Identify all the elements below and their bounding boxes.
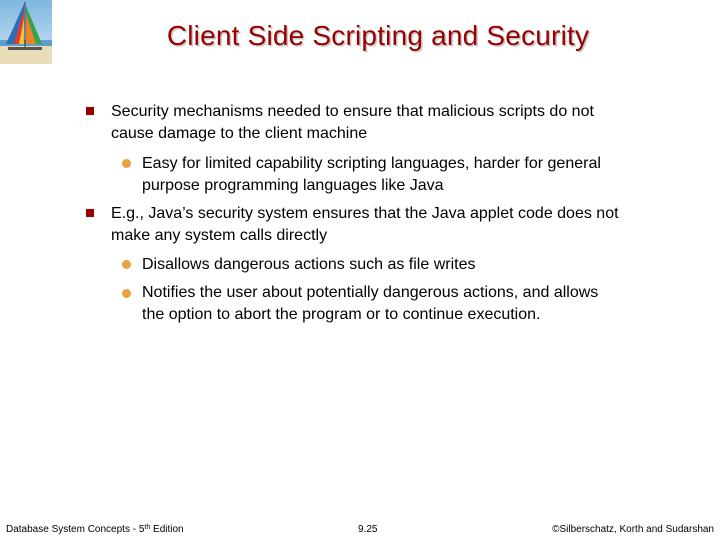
bullet-text: Security mechanisms needed to ensure that malicious scripts do not cause damage to the client machine xyxy=(111,103,594,142)
bullet-text: E.g., Java’s security system ensures that the Java applet code does not make any system calls directly xyxy=(111,205,619,244)
sub-bullet-text: Notifies the user about potentially dangerous actions, and allows the option to abort the program or to continue execution. xyxy=(142,284,599,323)
footer-book-prefix: Database System Concepts - 5 xyxy=(6,524,145,535)
square-bullet-icon xyxy=(86,107,94,115)
sailboat-logo-icon xyxy=(0,0,52,64)
round-bullet-icon xyxy=(122,260,131,269)
sub-bullet-text: Disallows dangerous actions such as file writes xyxy=(142,256,476,273)
round-bullet-icon xyxy=(122,289,131,298)
round-bullet-icon xyxy=(122,159,131,168)
sub-bullet-text: Easy for limited capability scripting languages, harder for general purpose programming languages like Java xyxy=(142,155,601,194)
footer-copyright: ©Silberschatz, Korth and Sudarshan xyxy=(552,524,714,535)
footer-page-number: 9.25 xyxy=(358,524,378,535)
footer-book-sup: th xyxy=(144,524,151,531)
footer-book-suffix: Edition xyxy=(150,524,184,535)
footer-book-title xyxy=(6,524,184,536)
slide-title: Client Side Scripting and Security xyxy=(166,20,590,51)
square-bullet-icon xyxy=(86,209,94,217)
